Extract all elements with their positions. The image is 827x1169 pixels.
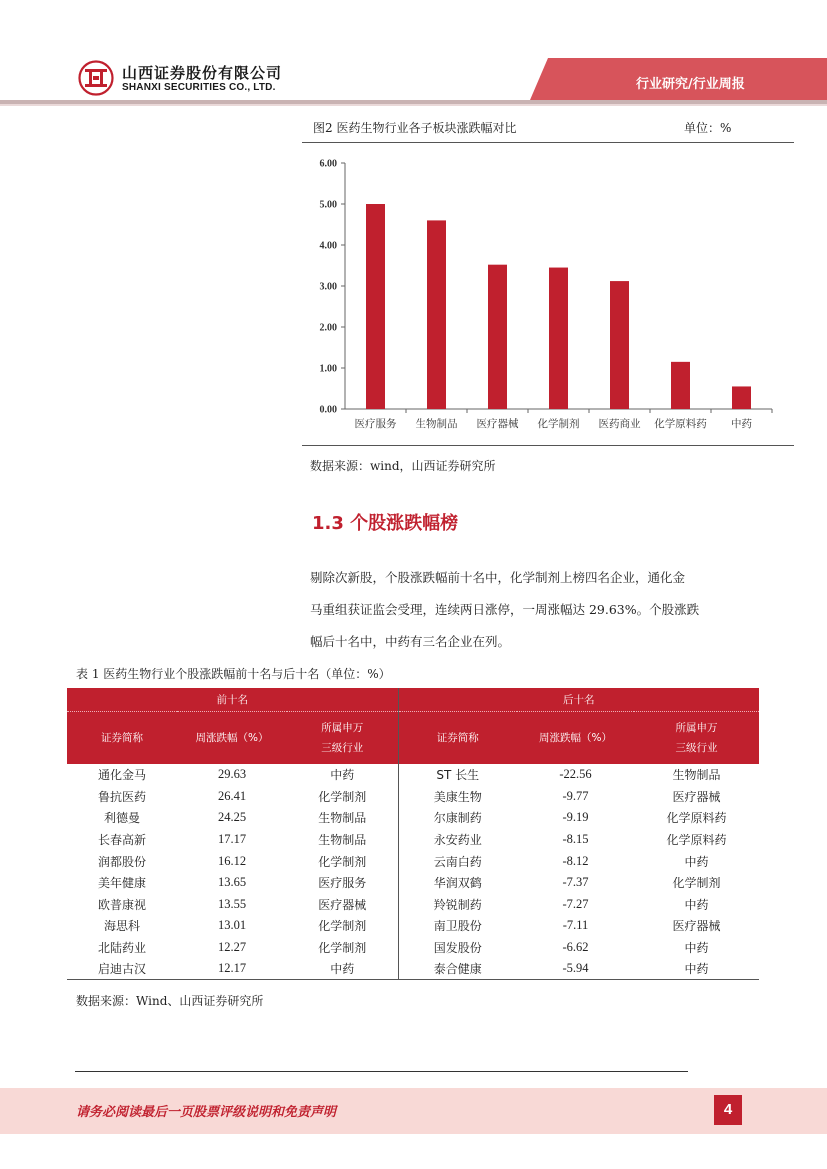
bottom-change-cell: -22.56 [559,767,592,782]
y-tick-label: 3.00 [319,281,337,293]
x-tick-label: 化学制剂 [537,418,580,430]
bottom-industry-cell: 生物制品 [672,768,721,783]
table-row [67,807,759,829]
bar-chart [302,150,794,440]
bottom-name-cell: 南卫股份 [433,919,482,934]
table-row [67,894,759,916]
top-change-cell: 13.01 [217,918,247,933]
bottom-industry-cell: 中药 [684,941,709,956]
table-row [67,872,759,894]
table-row [67,958,759,980]
bar [610,281,629,409]
group-header-top: 前十名 [67,688,398,711]
top-name-cell: 长春高新 [97,833,146,848]
top-industry-cell: 生物制品 [287,807,398,829]
bottom-industry-cell: 化学原料药 [666,811,727,826]
top-industry-cell: 化学制剂 [287,915,398,937]
bottom-change-cell: -9.77 [562,788,589,803]
table-row [67,850,759,872]
col-header-name: 证券简称 [67,711,177,764]
top-name-cell: 润都股份 [97,854,146,869]
top-name-cell: 北陆药业 [97,941,146,956]
company-name-cn: 山西证券股份有限公司 [122,64,283,82]
bottom-industry-cell: 中药 [684,897,709,912]
top-industry-cell: 生物制品 [287,829,398,851]
col-header-industry-line1: 所属申万 [675,721,718,734]
top-name-cell: 欧普康视 [97,897,146,912]
y-tick-label: 2.00 [319,322,337,334]
table-row [67,764,759,786]
top-industry-cell: 中药 [287,958,398,980]
disclaimer-note: 请务必阅读最后一页股票评级说明和免责声明 [76,1105,337,1120]
col-header-industry [287,711,398,764]
bar [427,220,446,409]
paragraph-line: 幅后十名中，中药有三名企业在列。 [310,634,511,649]
table-source: 数据来源：Wind、山西证券研究所 [76,994,264,1008]
y-tick-label: 6.00 [319,158,337,170]
figure-bottom-rule [302,445,794,446]
x-tick-label: 医疗器械 [476,418,519,430]
bottom-change-cell: -8.15 [562,832,589,847]
bottom-industry-cell: 中药 [684,854,709,869]
bar [549,268,568,409]
section-heading: 1.3 个股涨跌幅榜 [312,513,459,534]
top-change-cell: 24.25 [217,810,247,825]
bottom-industry-cell: 中药 [634,958,759,980]
y-tick-label: 1.00 [319,363,337,375]
table-row [67,937,759,959]
top-industry-cell: 医疗器械 [287,894,398,916]
bottom-change-cell: -8.12 [562,853,589,868]
y-tick-label: 5.00 [319,199,337,211]
x-tick-label: 医疗服务 [354,418,397,430]
company-name-en: SHANXI SECURITIES CO., LTD. [122,82,276,93]
col-header-industry-line2: 三级行业 [675,741,718,754]
bar [671,362,690,409]
col-header-change: 周涨跌幅（%） [517,711,634,764]
x-tick-label: 化学原料药 [654,418,707,430]
top-change-cell: 29.63 [217,767,247,782]
top-name-cell: 美年健康 [97,876,146,891]
bottom-change-cell: -7.37 [562,875,589,890]
top-change-cell: 12.17 [177,958,287,980]
top-name-cell: 通化金马 [97,768,146,783]
bottom-industry-cell: 化学原料药 [666,833,727,848]
bottom-change-cell: -5.94 [517,958,634,980]
bar [488,265,507,409]
y-tick-label: 4.00 [319,240,337,252]
bottom-name-cell: 美康生物 [433,789,482,804]
bottom-name-cell: 国发股份 [433,941,482,956]
bottom-industry-cell: 医疗器械 [672,919,721,934]
stock-ranking-table [67,688,759,980]
report-type-tag: 行业研究/行业周报 [636,77,745,92]
table-row [67,915,759,937]
top-change-cell: 17.17 [217,832,247,847]
figure-unit: 单位：% [684,121,732,135]
bottom-change-cell: -7.27 [562,896,589,911]
top-change-cell: 16.12 [217,853,247,868]
figure-top-rule [302,142,794,143]
bottom-change-cell: -7.11 [562,918,589,933]
paragraph-line: 剔除次新股，个股涨跌幅前十名中，化学制剂上榜四名企业，通化金 [310,570,686,585]
table-group-header-row [67,688,759,711]
figure-source: 数据来源：wind，山西证券研究所 [310,459,496,473]
top-industry-cell: 化学制剂 [287,850,398,872]
bar [732,386,751,409]
y-tick-label: 0.00 [319,404,337,416]
top-name-cell: 启迪古汉 [67,958,177,980]
bottom-change-cell: -9.19 [562,810,589,825]
top-industry-cell: 中药 [287,764,398,786]
bottom-name-cell: ST 长生 [436,768,480,783]
col-header-industry-line1: 所属申万 [321,721,364,734]
top-change-cell: 26.41 [217,788,247,803]
bottom-name-cell: 尔康制药 [433,811,482,826]
bar [366,204,385,409]
top-industry-cell: 医疗服务 [287,872,398,894]
paragraph-line: 马重组获证监会受理，连续两日涨停，一周涨幅达 29.63%。个股涨跌 [310,602,700,617]
bottom-name-cell: 华润双鹤 [433,876,482,891]
top-industry-cell: 化学制剂 [287,786,398,808]
bottom-name-cell: 云南白药 [433,854,482,869]
top-name-cell: 鲁抗医药 [97,789,146,804]
footer-rule [75,1071,688,1072]
table-body [67,764,759,980]
bottom-name-cell: 泰合健康 [398,958,517,980]
shanxi-securities-logo-icon [78,60,114,96]
x-tick-label: 生物制品 [415,418,458,430]
table-title: 表 1 医药生物行业个股涨跌幅前十名与后十名（单位：%） [76,667,391,681]
table-row [67,786,759,808]
top-industry-cell: 化学制剂 [287,937,398,959]
x-tick-label: 医药商业 [598,418,641,430]
bottom-name-cell: 永安药业 [433,833,482,848]
group-header-bottom: 后十名 [398,688,759,711]
page-number: 4 [723,1101,733,1118]
top-name-cell: 海思科 [103,919,140,934]
bottom-change-cell: -6.62 [562,940,589,955]
col-header-industry [634,711,759,764]
top-change-cell: 13.65 [217,875,247,890]
x-tick-label: 中药 [731,418,752,430]
top-name-cell: 利德曼 [103,811,140,826]
table-row [67,829,759,851]
header-band [0,0,827,110]
top-change-cell: 13.55 [217,896,247,911]
col-header-name: 证券简称 [398,711,517,764]
bottom-name-cell: 羚锐制药 [433,897,482,912]
figure-title: 图2 医药生物行业各子板块涨跌幅对比 [313,121,517,135]
top-change-cell: 12.27 [217,940,247,955]
table-column-header-row [67,711,759,764]
bottom-industry-cell: 化学制剂 [672,876,721,891]
bottom-industry-cell: 医疗器械 [672,789,721,804]
col-header-industry-line2: 三级行业 [321,741,364,754]
col-header-change: 周涨跌幅（%） [177,711,287,764]
